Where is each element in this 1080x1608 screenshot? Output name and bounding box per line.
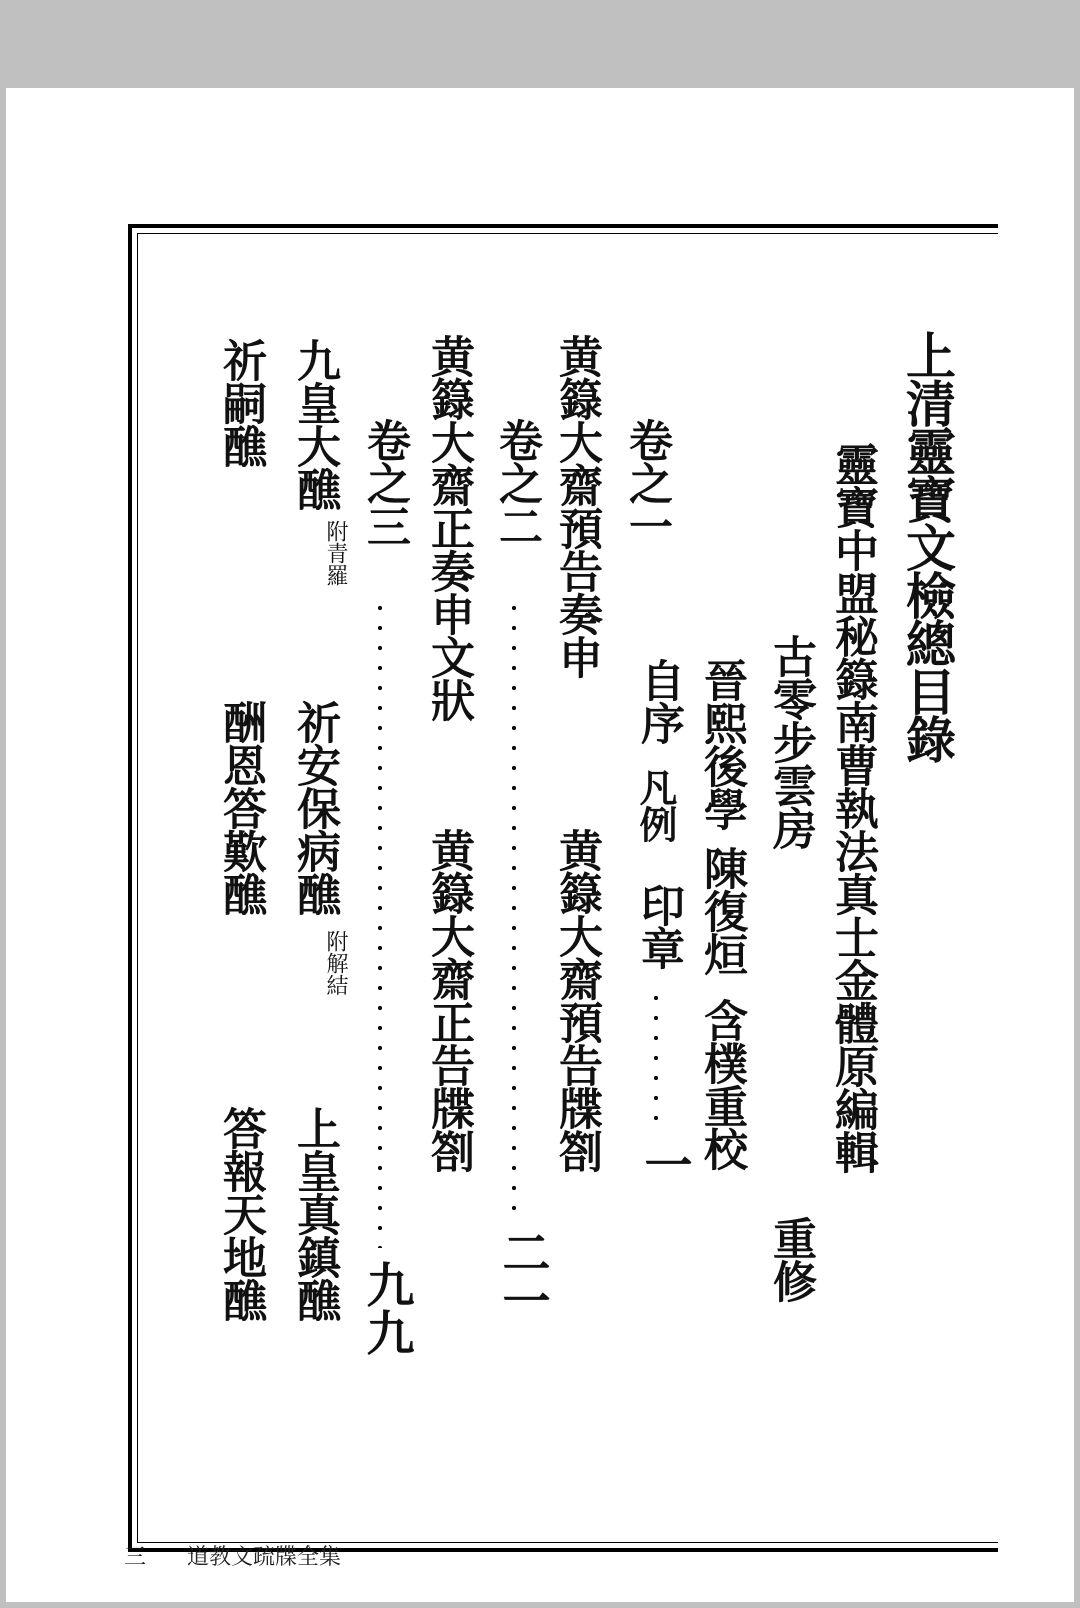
volume-3-entry-1: 九皇大醮	[289, 338, 340, 510]
volume-1-entry-2: 黄籙大齋預告牒劄	[551, 828, 602, 1172]
volume-3-entry-5: 酬恩答歎醮	[215, 700, 266, 915]
volume-1-entry-1: 黄籙大齋預告奏申	[551, 334, 602, 678]
proofreader-name: 陳復烜	[696, 846, 747, 975]
footer-page-number: 三	[124, 1545, 147, 1570]
volume-3-entry-2: 祈安保病醮	[289, 700, 340, 915]
front-item-conventions: 凡例	[633, 768, 678, 842]
volume-1-label: 卷之一	[621, 418, 672, 547]
volume-2-entry-1: 黄籙大齋正奏申文狀	[423, 334, 474, 721]
leader-dots-volume-2	[512, 598, 516, 1218]
catalog-title: 上清靈寶文檢總目錄	[898, 330, 957, 762]
reviser-role: 重修	[765, 1216, 816, 1302]
volume-2-label: 卷之二	[491, 418, 542, 547]
page-sheet	[6, 88, 1074, 1602]
leader-dots-volume-3	[378, 598, 382, 1248]
footer-book-title: 道教文疏牒全集	[187, 1545, 342, 1570]
volume-3-entry-2-note: 附解結	[323, 930, 348, 996]
volume-2-page-number: 二一	[494, 1228, 550, 1324]
proofreader-name-2: 含樸重校	[696, 998, 747, 1170]
front-page-number: 一	[636, 1140, 692, 1188]
volume-3-page-number: 九九	[358, 1260, 414, 1356]
volume-3-entry-6: 答報天地醮	[215, 1106, 266, 1321]
leader-dots-front	[654, 988, 658, 1128]
volume-3-entry-4: 祈嗣醮	[215, 338, 266, 467]
page-footer	[124, 1540, 341, 1571]
volume-3-entry-3: 上皇真鎮醮	[289, 1106, 340, 1321]
proofreader-prefix: 晉熙後學	[696, 658, 747, 830]
front-item-seals: 印章	[633, 883, 684, 969]
volume-3-entry-1-note: 附青羅	[323, 520, 348, 586]
volume-2-entry-2: 黄籙大齋正告牒劄	[423, 828, 474, 1172]
front-item-preface: 自序	[633, 658, 684, 744]
reviser-name: 古零步雲房	[765, 634, 816, 849]
compiler-credit: 靈寶中盟秘籙南曹執法真士金體原編輯	[827, 442, 878, 1173]
volume-3-label: 卷之三	[359, 418, 410, 547]
